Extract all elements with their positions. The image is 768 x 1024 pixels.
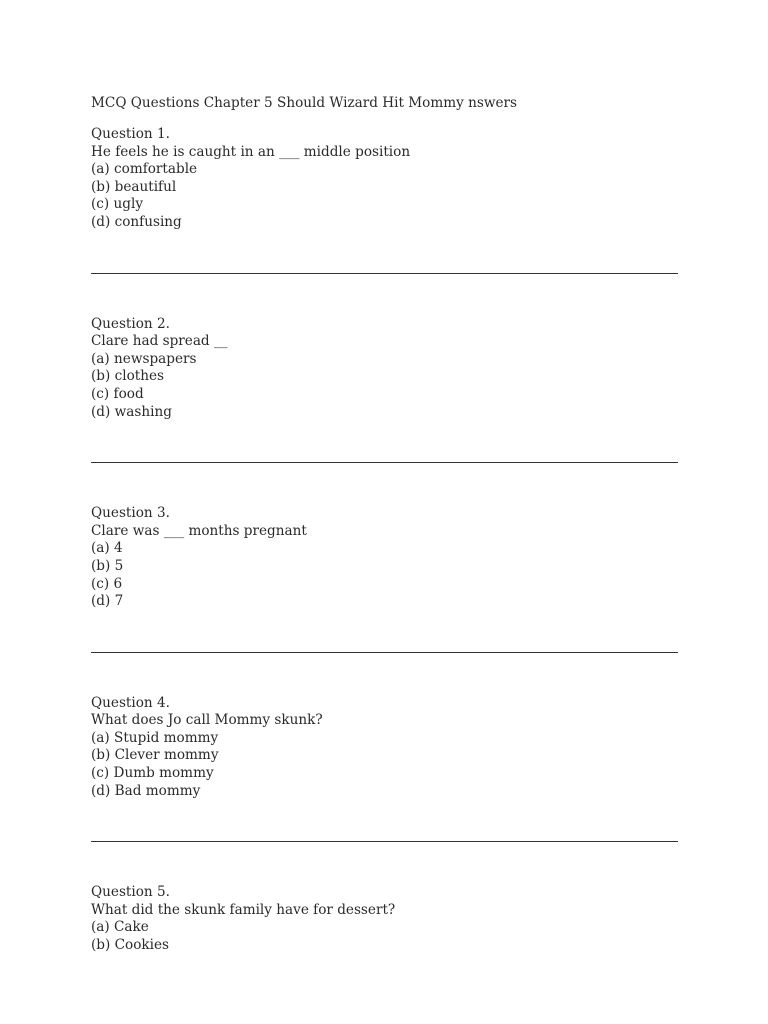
question-heading: Question 5. [91, 884, 170, 901]
question-text: Clare had spread __ [91, 333, 228, 350]
question-1 [91, 126, 678, 232]
option-d: (d) Bad mommy [91, 782, 201, 799]
question-heading: Question 3. [91, 505, 170, 522]
option-d: (d) washing [91, 403, 172, 420]
question-heading: Question 2. [91, 315, 170, 332]
option-c: (c) 6 [91, 575, 123, 592]
option-b: (b) clothes [91, 368, 165, 385]
option-a: (a) Stupid mommy [91, 729, 219, 746]
option-a: (a) 4 [91, 540, 123, 557]
question-5 [91, 884, 678, 954]
question-heading: Question 4. [91, 694, 170, 711]
option-c: (c) food [91, 385, 144, 402]
option-a: (a) comfortable [91, 161, 198, 178]
question-heading: Question 1. [91, 126, 170, 142]
document-title: MCQ Questions Chapter 5 Should Wizard Hit Mommy nswers [91, 95, 518, 111]
question-3 [91, 505, 678, 611]
question-4 [91, 695, 678, 801]
option-a: (a) newspapers [91, 350, 197, 367]
question-2 [91, 316, 678, 422]
question-text: What did the skunk family have for dessert? [91, 901, 396, 918]
option-b: (b) beautiful [91, 178, 177, 195]
option-b: (b) Clever mommy [91, 747, 219, 764]
option-d: (d) 7 [91, 593, 124, 610]
question-text: He feels he is caught in an ___ middle position [91, 143, 411, 160]
option-c: (c) Dumb mommy [91, 765, 214, 782]
option-a: (a) Cake [91, 919, 149, 936]
option-d: (d) confusing [91, 213, 182, 230]
option-b: (b) Cookies [91, 937, 170, 954]
option-b: (b) 5 [91, 557, 124, 574]
document-page [91, 93, 678, 955]
option-c: (c) ugly [91, 196, 144, 213]
question-text: Clare was ___ months pregnant [91, 522, 307, 539]
question-text: What does Jo call Mommy skunk? [91, 712, 323, 729]
